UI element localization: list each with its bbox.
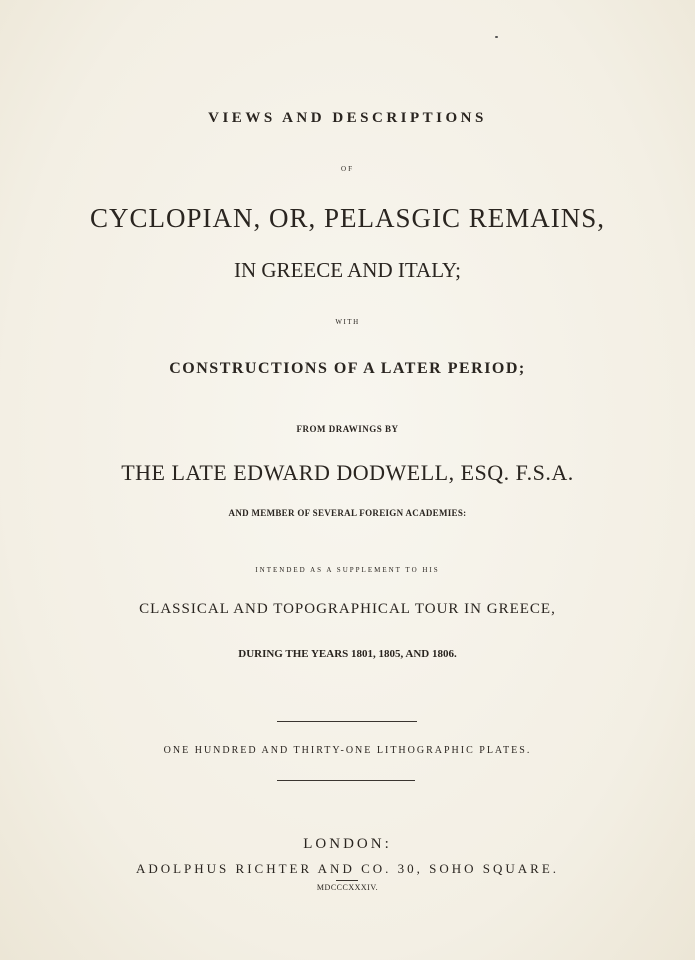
tour-title: CLASSICAL AND TOPOGRAPHICAL TOUR IN GREECE, [139,601,556,617]
author-line: THE LATE EDWARD DODWELL, ESQ. F.S.A. [121,460,574,485]
connector-of: OF [341,165,354,173]
years-line: DURING THE YEARS 1801, 1805, AND 1806. [238,648,457,660]
imprint-city: LONDON: [303,836,392,852]
sub-title: IN GREECE AND ITALY; [233,258,461,282]
divider-bottom [277,780,415,781]
divider-top [277,721,417,722]
imprint-year: MDCCCXXXIV. [316,883,379,892]
plates-line: ONE HUNDRED AND THIRTY-ONE LITHOGRAPHIC PLATES. [163,745,532,756]
ink-speck [495,36,498,38]
constructions-line: CONSTRUCTIONS OF A LATER PERIOD; [169,360,526,377]
heading: VIEWS AND DESCRIPTIONS [208,110,487,126]
member-line: AND MEMBER OF SEVERAL FOREIGN ACADEMIES: [228,508,467,518]
from-drawings-line: FROM DRAWINGS BY [296,424,399,434]
divider-short [336,880,358,881]
imprint-publisher: ADOLPHUS RICHTER AND CO. 30, SOHO SQUARE. [135,861,560,876]
main-title: CYCLOPIAN, OR, PELASGIC REMAINS, [89,203,606,233]
intended-line: INTENDED AS A SUPPLEMENT TO HIS [255,566,440,574]
connector-with: WITH [335,318,360,326]
